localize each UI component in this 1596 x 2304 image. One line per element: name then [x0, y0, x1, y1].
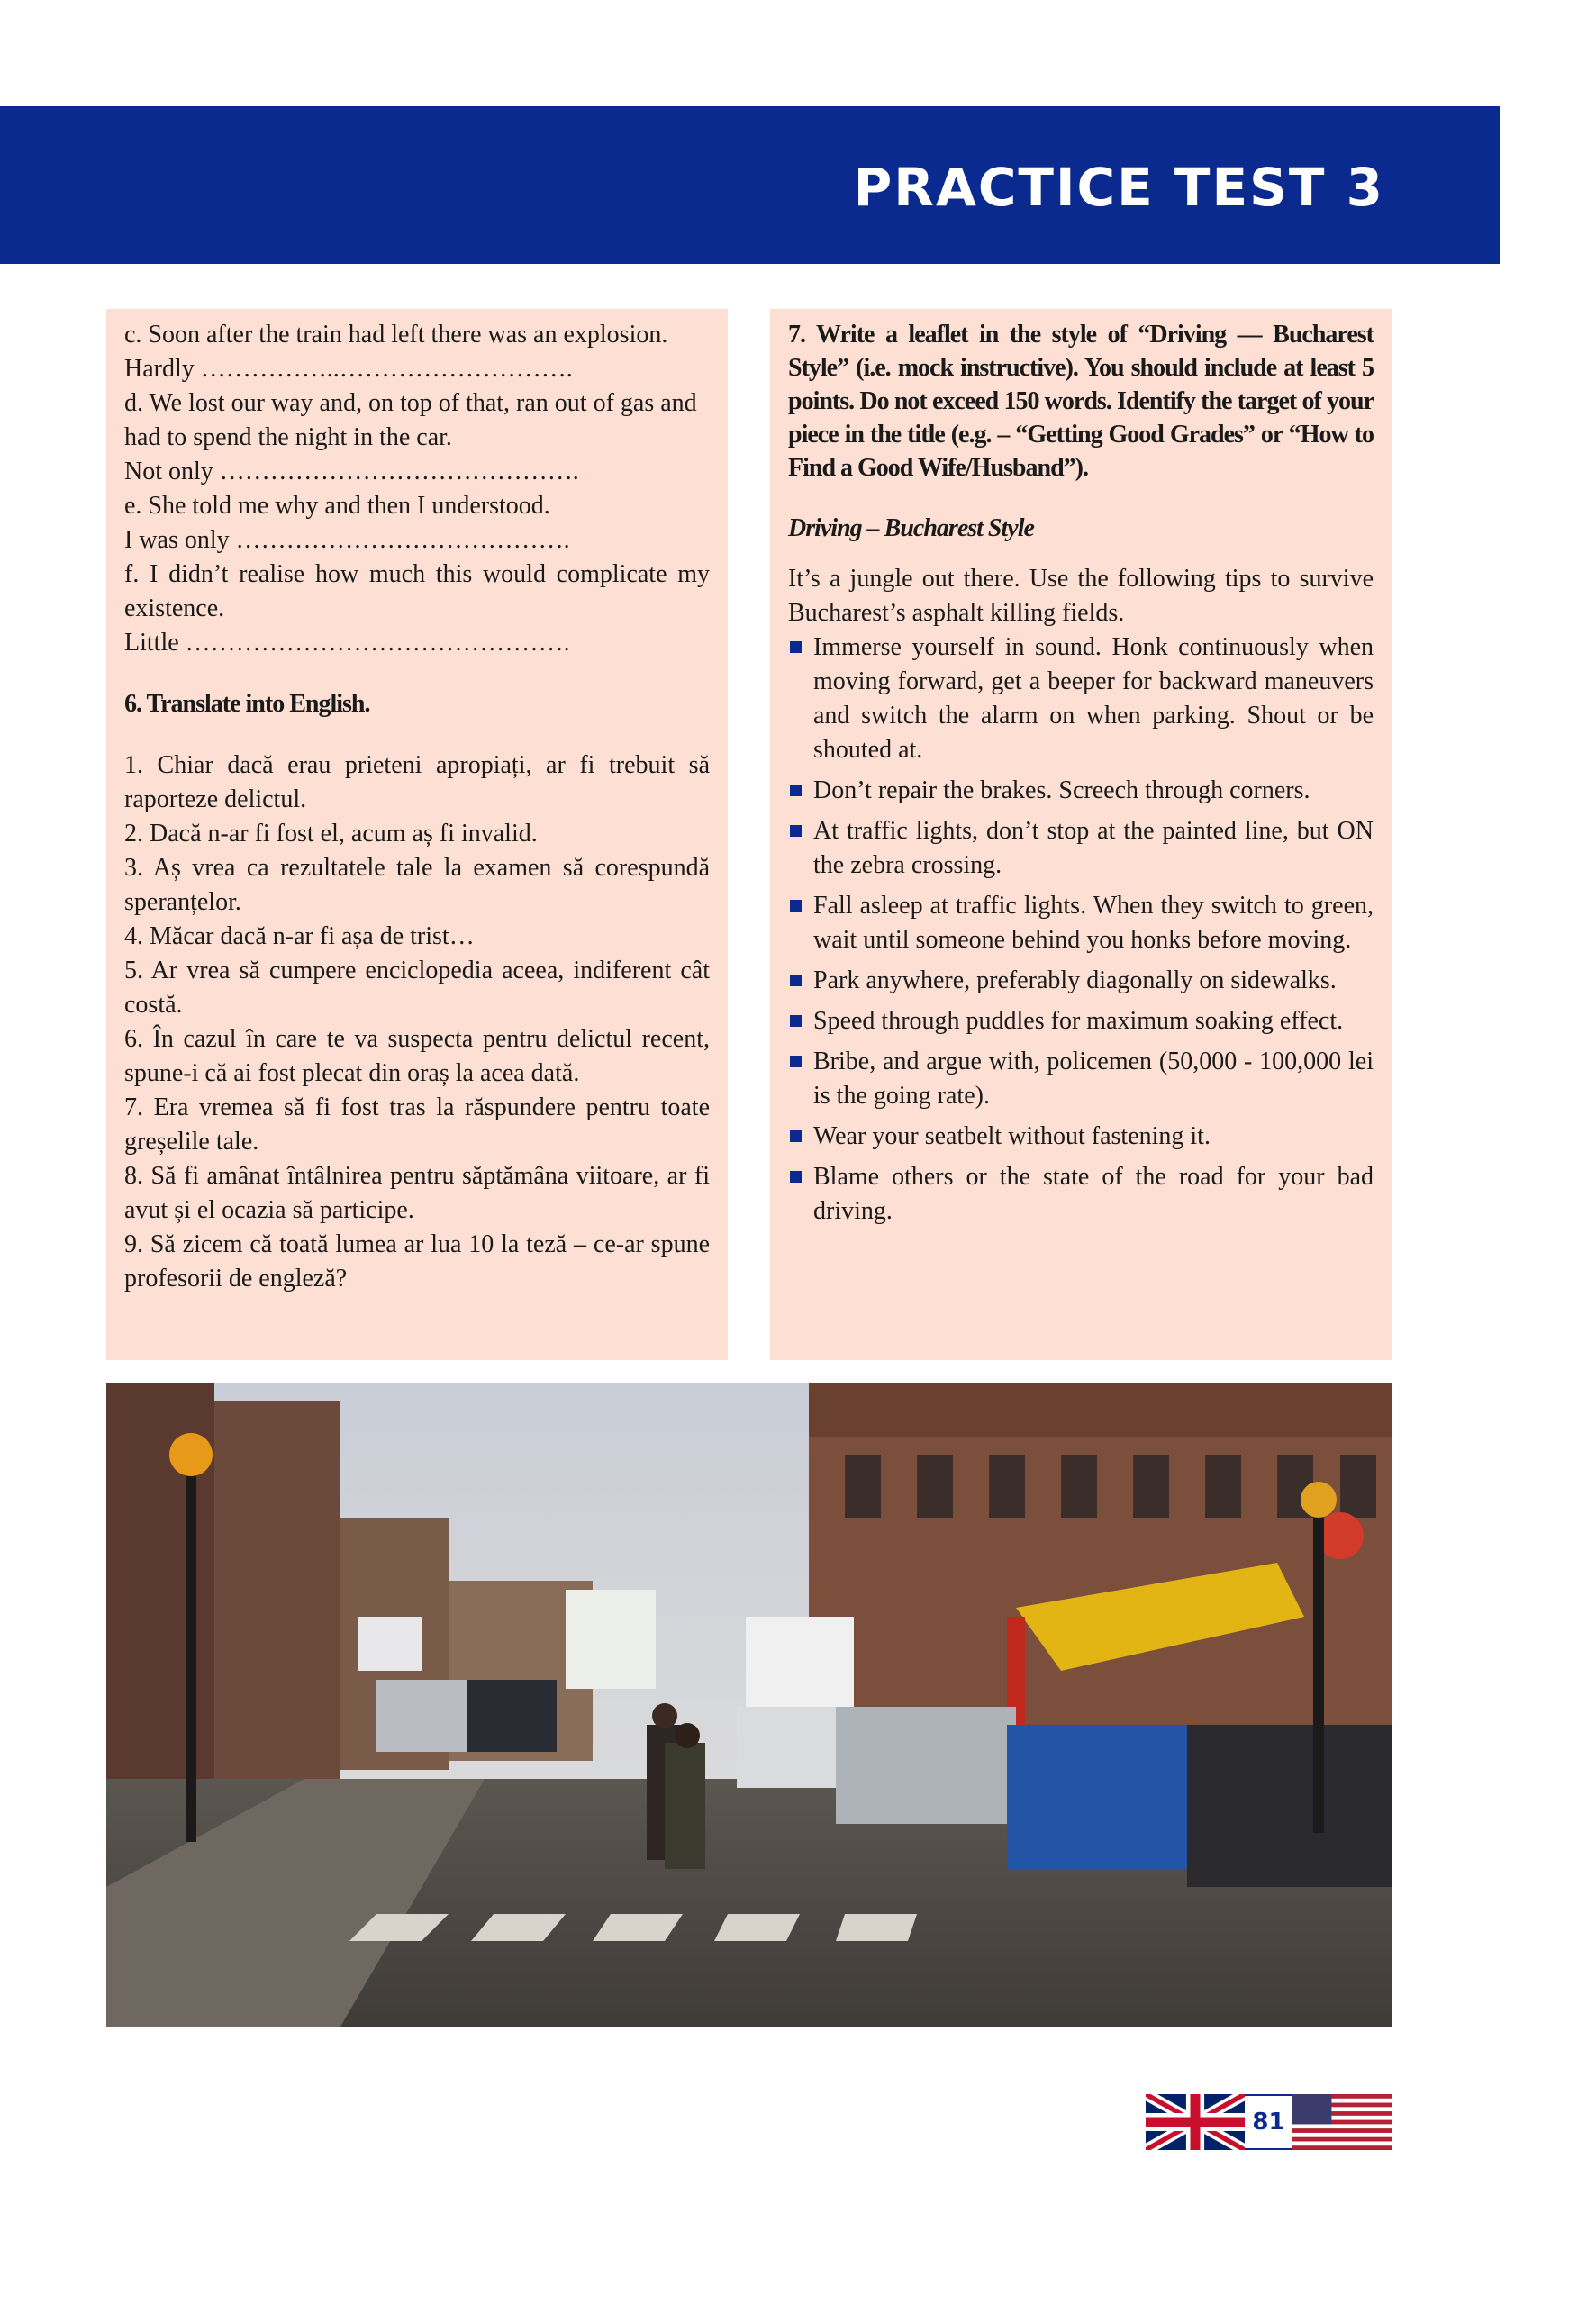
exercise-line: e. She told me why and then I understood.: [124, 492, 550, 520]
square-bullet-icon: [790, 900, 802, 912]
tip-item: [788, 889, 1374, 957]
tip-text: At traffic lights, don’t stop at the painted line, but ON the zebra crossing.: [813, 817, 1374, 879]
translation-item: 6. În cazul în care te va suspecta pentru delictul recent, spune-i că ai fost plecat din oraș la acea dată.: [124, 1025, 710, 1087]
translation-item: 7. Era vremea să fi fost tras la răspundere pentru toate greșelile tale.: [124, 1093, 710, 1156]
translation-item: 9. Să zicem că toată lumea ar lua 10 la teză – ce-ar spune profesorii de engleză?: [124, 1230, 710, 1293]
page-number-badge: [1146, 2094, 1392, 2150]
uk-flag-icon: [1146, 2094, 1245, 2150]
tip-text: Park anywhere, preferably diagonally on sidewalks.: [813, 966, 1337, 994]
header-bar: [0, 106, 1500, 264]
tip-item: [788, 1004, 1374, 1039]
exercise-line: d. We lost our way and, on top of that, ran out of gas and had to spend the night in the car.: [124, 389, 697, 451]
square-bullet-icon: [790, 1015, 802, 1027]
square-bullet-icon: [790, 1130, 802, 1142]
translation-item: 5. Ar vrea să cumpere enciclopedia aceea, indiferent cât costă.: [124, 957, 710, 1019]
tip-item: [788, 1160, 1374, 1229]
exercise-line: I was only ………………………………….: [124, 526, 570, 554]
page-number: 81: [1245, 2094, 1292, 2150]
exercise-line: f. I didn’t realise how much this would complicate my existence.: [124, 560, 710, 622]
left-exercise-panel: [106, 309, 728, 1360]
tip-item: [788, 814, 1374, 883]
tip-text: Blame others or the state of the road for your bad driving.: [813, 1163, 1374, 1225]
tip-item: [788, 1045, 1374, 1113]
exercise-line: Not only …………………………………….: [124, 458, 579, 485]
tip-text: Bribe, and argue with, policemen (50,000 - 100,000 lei is the going rate).: [813, 1048, 1374, 1110]
tip-text: Wear your seatbelt without fastening it.: [813, 1122, 1211, 1150]
exercise-line: c. Soon after the train had left there was an explosion.: [124, 321, 668, 349]
square-bullet-icon: [790, 785, 802, 796]
translation-item: 1. Chiar dacă erau prieteni apropiați, ar fi trebuit să raporteze delictul.: [124, 751, 710, 813]
square-bullet-icon: [790, 1171, 802, 1183]
translation-list: [124, 748, 710, 1296]
tips-list: [788, 630, 1374, 1229]
task-6-heading: 6. Translate into English.: [124, 690, 370, 718]
tip-text: Fall asleep at traffic lights. When they switch to green, wait until someone behind you honks before moving.: [813, 892, 1374, 954]
tip-item: [788, 964, 1374, 998]
translation-item: 8. Să fi amânat întâlnirea pentru săptămâna viitoare, ar fi avut și el ocazia să participe.: [124, 1162, 710, 1224]
task-7-instructions: 7. Write a leaflet in the style of “Driving — Bucharest Style” (i.e. mock instructive). You should include at least 5 points. Do not exceed 150 words. Identify the target of your piece in the title (e.g. – “Getting Good Grades” or “How to Find a Good Wife/Husband”).: [788, 321, 1374, 482]
square-bullet-icon: [790, 1056, 802, 1067]
page-title: PRACTICE TEST 3: [853, 157, 1384, 218]
leaflet-title: Driving – Bucharest Style: [788, 514, 1034, 542]
exercise-line: Little ……………………………………….: [124, 629, 570, 657]
exercise-line: Hardly ……………..……………………….: [124, 355, 573, 383]
square-bullet-icon: [790, 825, 802, 837]
square-bullet-icon: [790, 641, 802, 653]
tip-text: Don’t repair the brakes. Screech through corners.: [813, 776, 1310, 804]
tip-text: Speed through puddles for maximum soaking effect.: [813, 1007, 1344, 1035]
square-bullet-icon: [790, 975, 802, 986]
translation-item: 2. Dacă n-ar fi fost el, acum aș fi invalid.: [124, 820, 538, 848]
translation-item: 4. Măcar dacă n-ar fi așa de trist…: [124, 922, 475, 950]
leaflet-intro: It’s a jungle out there. Use the following tips to survive Bucharest’s asphalt killing fields.: [788, 565, 1374, 627]
street-traffic-photo: [106, 1383, 1392, 2027]
tip-text: Immerse yourself in sound. Honk continuously when moving forward, get a beeper for backward maneuvers and switch the alarm on when parking. Shout or be shouted at.: [813, 633, 1374, 764]
tip-item: [788, 1120, 1374, 1154]
us-flag-icon: [1292, 2094, 1392, 2150]
transformation-exercise: [124, 318, 710, 660]
tip-item: [788, 774, 1374, 808]
tip-item: [788, 630, 1374, 767]
translation-item: 3. Aș vrea ca rezultatele tale la examen să corespundă speranțelor.: [124, 854, 710, 916]
right-exercise-panel: [770, 309, 1392, 1360]
